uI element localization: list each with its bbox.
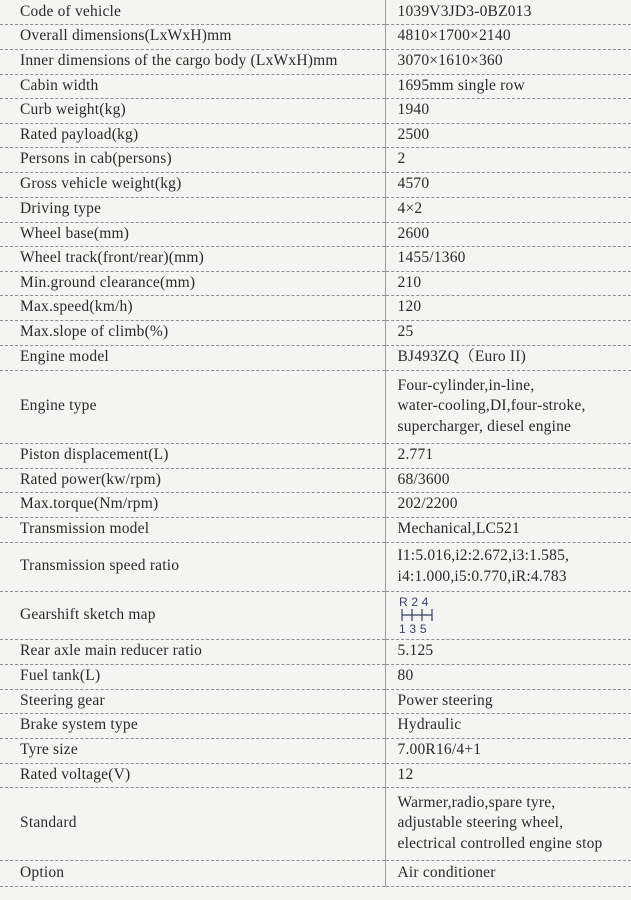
spec-label: Inner dimensions of the cargo body (LxWxH)mm — [0, 49, 385, 74]
spec-row-transmission-model — [0, 517, 631, 542]
spec-label: Overall dimensions(LxWxH)mm — [0, 24, 385, 49]
spec-label: Rated voltage(V) — [0, 763, 385, 787]
spec-label: Code of vehicle — [0, 0, 385, 24]
spec-row-curb-weight-kg — [0, 98, 631, 123]
spec-value — [385, 591, 631, 639]
spec-value — [385, 763, 631, 787]
spec-value — [385, 517, 631, 542]
spec-label: Transmission model — [0, 517, 385, 542]
spec-row-driving-type — [0, 197, 631, 222]
spec-label: Steering gear — [0, 689, 385, 713]
spec-value-line: 1695mm single row — [397, 76, 525, 94]
spec-value-line: 1940 — [397, 101, 430, 119]
spec-value — [385, 370, 631, 443]
spec-label: Rated payload(kg) — [0, 123, 385, 147]
spec-row-persons-in-cab-persons — [0, 147, 631, 172]
spec-value-line: 2600 — [397, 224, 430, 242]
spec-value-line: 7.00R16/4+1 — [397, 741, 482, 759]
spec-value — [385, 147, 631, 172]
gearshift-sketch — [398, 595, 438, 635]
spec-row-rated-payload-kg — [0, 123, 631, 147]
spec-row-gross-vehicle-weight-kg — [0, 172, 631, 197]
spec-label: Wheel base(mm) — [0, 222, 385, 246]
spec-value-line: 12 — [397, 765, 414, 783]
spec-value-line: 2500 — [397, 125, 430, 143]
spec-label: Transmission speed ratio — [0, 542, 385, 591]
spec-value-line: water-cooling,DI,four-stroke, — [397, 397, 586, 415]
spec-value — [385, 197, 631, 222]
gearshift-gate-lines — [402, 609, 432, 621]
spec-label: Brake system type — [0, 713, 385, 738]
spec-value — [385, 295, 631, 320]
spec-value — [385, 787, 631, 860]
spec-value — [385, 246, 631, 271]
spec-value-line: Four-cylinder,in-line, — [397, 376, 535, 394]
spec-value-line: 5.125 — [397, 642, 434, 660]
spec-value — [385, 689, 631, 713]
spec-value — [385, 98, 631, 123]
spec-value — [385, 443, 631, 468]
spec-label: Max.slope of climb(%) — [0, 320, 385, 345]
spec-label: Cabin width — [0, 74, 385, 98]
spec-label: Gearshift sketch map — [0, 591, 385, 639]
spec-label: Persons in cab(persons) — [0, 147, 385, 172]
spec-row-piston-displacement-l — [0, 443, 631, 468]
spec-label: Wheel track(front/rear)(mm) — [0, 246, 385, 271]
spec-row-rated-power-kw-rpm — [0, 468, 631, 492]
spec-label: Fuel tank(L) — [0, 664, 385, 689]
spec-label: Min.ground clearance(mm) — [0, 271, 385, 295]
spec-row-min-ground-clearance-mm — [0, 271, 631, 295]
spec-row-cabin-width — [0, 74, 631, 98]
spec-value — [385, 172, 631, 197]
spec-value-line: electrical controlled engine stop — [397, 834, 603, 852]
spec-row-max-speed-km-h — [0, 295, 631, 320]
spec-value — [385, 123, 631, 147]
spec-label: Option — [0, 860, 385, 886]
spec-value — [385, 320, 631, 345]
spec-row-steering-gear — [0, 689, 631, 713]
spec-value-line: 4570 — [397, 175, 430, 193]
spec-value-line: 2.771 — [397, 446, 434, 464]
spec-value — [385, 664, 631, 689]
spec-row-wheel-track-front-rear-mm — [0, 246, 631, 271]
spec-row-option — [0, 860, 631, 886]
spec-value-line: i4:1.000,i5:0.770,iR:4.783 — [397, 567, 567, 585]
spec-value-line: Warmer,radio,spare tyre, — [397, 793, 556, 811]
spec-value — [385, 24, 631, 49]
spec-label: Max.torque(Nm/rpm) — [0, 492, 385, 517]
spec-label: Standard — [0, 787, 385, 860]
spec-value — [385, 345, 631, 370]
gearshift-pattern-icon — [398, 595, 438, 635]
spec-value-line: 120 — [397, 298, 422, 316]
gearshift-bottom-label: 1 3 5 — [398, 622, 427, 635]
spec-label: Max.speed(km/h) — [0, 295, 385, 320]
spec-value — [385, 713, 631, 738]
spec-value — [385, 0, 631, 24]
spec-value-line: I1:5.016,i2:2.672,i3:1.585, — [397, 547, 570, 564]
spec-value-line: 25 — [397, 323, 414, 341]
spec-value-line: supercharger, diesel engine — [397, 417, 572, 435]
spec-value-line: 68/3600 — [397, 470, 450, 488]
spec-value-line: 202/2200 — [397, 495, 458, 513]
spec-value-line: 4×2 — [397, 200, 423, 218]
spec-row-brake-system-type — [0, 713, 631, 738]
spec-row-standard — [0, 787, 631, 860]
spec-row-engine-model — [0, 345, 631, 370]
spec-value-line: 2 — [397, 150, 406, 168]
spec-value — [385, 74, 631, 98]
spec-label: Engine type — [0, 370, 385, 443]
spec-value-line: 1039V3JD3-0BZ013 — [397, 2, 532, 20]
spec-value — [385, 492, 631, 517]
spec-value — [385, 468, 631, 492]
spec-label: Curb weight(kg) — [0, 98, 385, 123]
spec-row-rated-voltage-v — [0, 763, 631, 787]
spec-row-gearshift-sketch-map — [0, 591, 631, 639]
spec-row-max-slope-of-climb — [0, 320, 631, 345]
spec-row-transmission-speed-ratio — [0, 542, 631, 591]
spec-row-inner-dimensions-of-the-cargo-body-lxwxh-mm — [0, 49, 631, 74]
spec-value-line: 80 — [397, 667, 414, 685]
spec-row-overall-dimensions-lxwxh-mm — [0, 24, 631, 49]
spec-row-max-torque-nm-rpm — [0, 492, 631, 517]
spec-value — [385, 542, 631, 591]
spec-value-line: Power steering — [397, 691, 493, 709]
spec-row-engine-type — [0, 370, 631, 443]
spec-label: Rated power(kw/rpm) — [0, 468, 385, 492]
spec-row-rear-axle-main-reducer-ratio — [0, 639, 631, 664]
spec-row-fuel-tank-l — [0, 664, 631, 689]
spec-value-line: BJ493ZQ（Euro II) — [397, 348, 526, 366]
spec-value-line: Air conditioner — [397, 863, 496, 881]
spec-label: Piston displacement(L) — [0, 443, 385, 468]
spec-value-line: Hydraulic — [397, 716, 462, 734]
spec-value — [385, 271, 631, 295]
spec-label: Gross vehicle weight(kg) — [0, 172, 385, 197]
spec-value — [385, 49, 631, 74]
spec-value — [385, 860, 631, 886]
spec-row-wheel-base-mm — [0, 222, 631, 246]
spec-value-line: adjustable steering wheel, — [397, 814, 564, 832]
spec-label: Tyre size — [0, 738, 385, 763]
spec-row-code-of-vehicle — [0, 0, 631, 24]
spec-value-line: Mechanical,LC521 — [397, 520, 520, 538]
spec-label: Driving type — [0, 197, 385, 222]
spec-label: Rear axle main reducer ratio — [0, 639, 385, 664]
spec-row-tyre-size — [0, 738, 631, 763]
spec-value-line: 4810×1700×2140 — [397, 27, 511, 45]
spec-value-line: 210 — [397, 273, 422, 291]
spec-label: Engine model — [0, 345, 385, 370]
spec-value-line: 3070×1610×360 — [397, 52, 503, 70]
spec-value — [385, 222, 631, 246]
spec-value — [385, 639, 631, 664]
spec-value-line: 1455/1360 — [397, 249, 466, 267]
gearshift-top-label: R 2 4 — [398, 595, 429, 609]
spec-value — [385, 738, 631, 763]
